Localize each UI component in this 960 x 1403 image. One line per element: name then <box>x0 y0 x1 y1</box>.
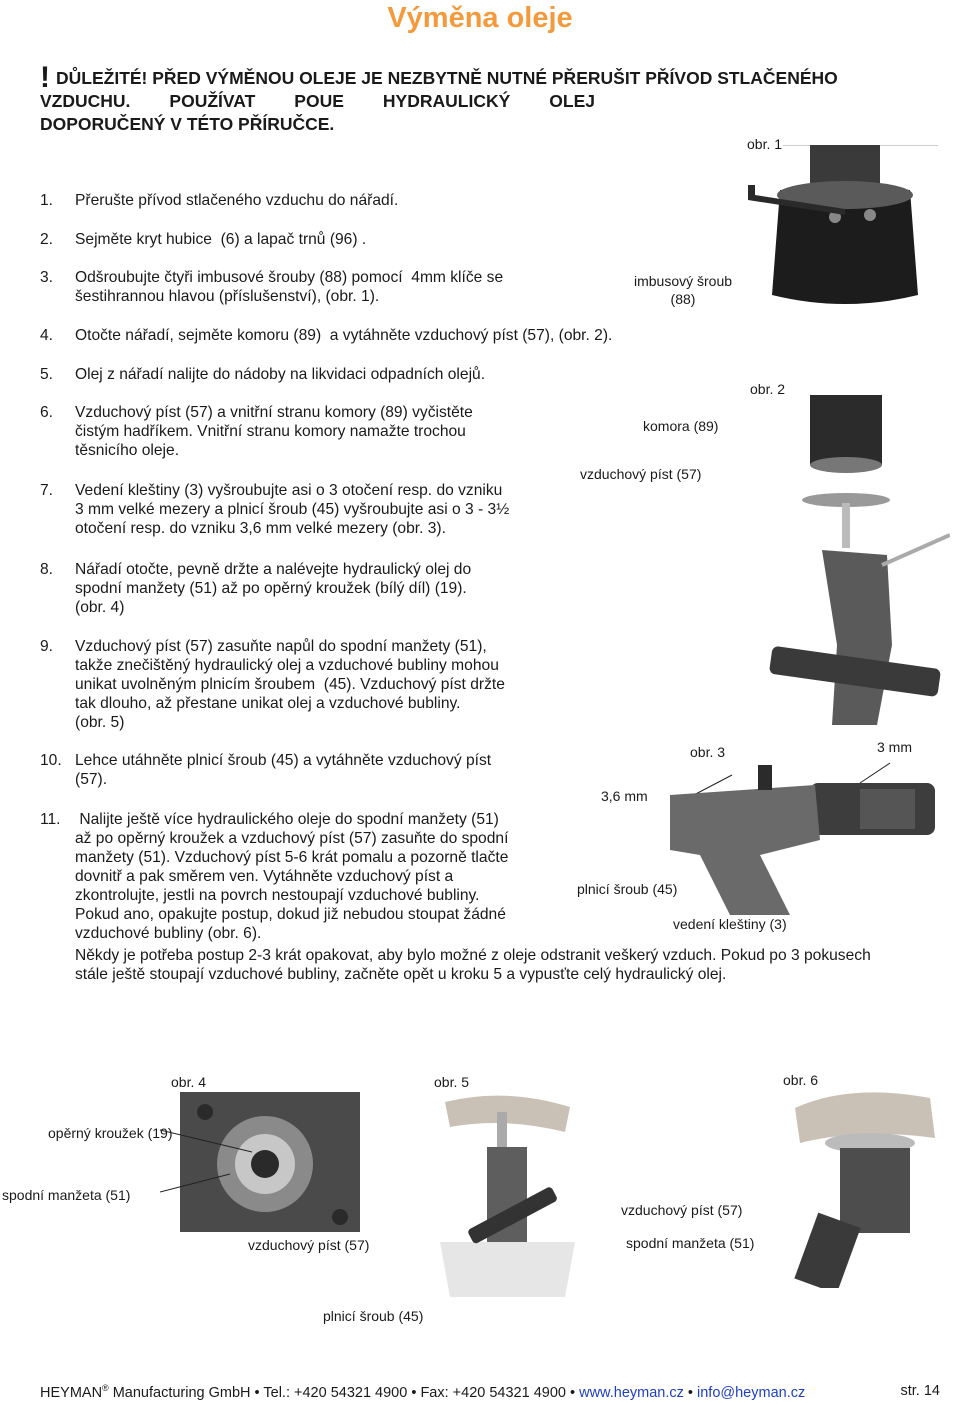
fig5-caption: obr. 5 <box>434 1074 470 1090</box>
footer-email-link[interactable]: info@heyman.cz <box>697 1385 806 1401</box>
step-line: Pokud ano, opakujte postup, dokud již nebudou stoupat žádné <box>75 906 506 923</box>
page-title: Výměna oleje <box>387 2 573 34</box>
step-text <box>75 326 775 345</box>
step-line: Vzduchový píst (57) zasuňte napůl do spodní manžety (51), <box>75 638 487 655</box>
step-line: (obr. 5) <box>75 714 125 731</box>
fig3-collet-guide <box>860 789 915 829</box>
fig4-label-ring: opěrný kroužek (19) <box>48 1125 173 1141</box>
step-line: 3 mm velké mezery a plnicí šroub (45) vyšroubujte asi o 3 - 3½ <box>75 501 510 518</box>
fig3-label-screw: plnicí šroub (45) <box>577 881 678 897</box>
fig5-hand <box>445 1096 570 1132</box>
fig2-air-hose <box>882 535 950 565</box>
warning-block <box>40 61 945 136</box>
fig3-gap-3mm: 3 mm <box>877 739 912 755</box>
step-line: Přerušte přívod stlačeného vzduchu do nářadí. <box>75 192 399 209</box>
fig1-photo <box>740 145 940 310</box>
warning-mark: ! <box>40 61 50 94</box>
fig5-label-screw: plnicí šroub (45) <box>323 1308 424 1324</box>
fig6-tool-body <box>840 1148 910 1233</box>
fig6-photo <box>790 1088 940 1288</box>
step-line: šestihrannou hlavou (příslušenství), (obr. 1). <box>75 288 380 305</box>
step-number: 6. <box>40 404 54 421</box>
step-number: 3. <box>40 269 54 286</box>
fig3-fill-screw <box>758 765 772 790</box>
warning-line-1: ! DŮLEŽITÉ! PŘED VÝMĚNOU OLEJE JE NEZBYTNĚ NUTNÉ PŘERUŠIT PŘÍVOD STLAČENÉHO <box>40 61 838 94</box>
fig2-photo <box>762 395 950 725</box>
fig2-piston-rod <box>842 503 850 548</box>
footer-company: HEYMAN <box>40 1385 103 1401</box>
step-number: 7. <box>40 482 54 499</box>
footer <box>40 1383 940 1401</box>
fig6-caption: obr. 6 <box>783 1072 819 1088</box>
fig3-caption: obr. 3 <box>690 744 726 760</box>
fig5-photo <box>425 1092 585 1297</box>
step-number: 1. <box>40 192 54 209</box>
final-note-line-1: Někdy je potřeba postup 2-3 krát opakovat, aby bylo možné z oleje odstranit veškerý vzduch. Pokud po 3 pokusech <box>75 947 871 964</box>
warning-line-2: VZDUCHU. POUŽÍVAT POUE HYDRAULICKÝ OLEJ <box>40 91 595 111</box>
step-line: Vzduchový píst (57) a vnitřní stranu komory (89) vyčistěte <box>75 404 473 421</box>
step-text <box>75 560 595 617</box>
step-line: čistým hadříkem. Vnitřní stranu komory namažte trochou <box>75 423 466 440</box>
step-line: tak dlouho, až přestane unikat olej a vzduchové bubliny. <box>75 695 461 712</box>
warning-line-3: DOPORUČENÝ V TÉTO PŘÍRUČCE. <box>40 114 335 134</box>
step-line: Olej z nářadí nalijte do nádoby na likvidaci odpadních olejů. <box>75 366 486 383</box>
step-text <box>75 230 635 249</box>
fig5-label-piston: vzduchový píst (57) <box>248 1237 370 1253</box>
fig4-bore <box>251 1150 279 1178</box>
fig2-caption: obr. 2 <box>750 381 786 397</box>
step-text <box>75 403 595 460</box>
step-line: Sejměte kryt hubice (6) a lapač trnů (96) . <box>75 231 367 248</box>
final-note <box>75 946 945 984</box>
fig4-label-cuff: spodní manžeta (51) <box>2 1187 131 1203</box>
step-line: Otočte nářadí, sejměte komoru (89) a vytáhněte vzduchový píst (57), (obr. 2). <box>75 327 613 344</box>
fig6-label-piston: vzduchový píst (57) <box>621 1202 743 1218</box>
step-line: až po opěrný kroužek a vzduchový píst (57) zasuňte do spodní <box>75 830 509 847</box>
step-line: (57). <box>75 771 108 788</box>
step-text <box>75 810 595 943</box>
step-line: Odšroubujte čtyři imbusové šrouby (88) pomocí 4mm klíče se <box>75 269 504 286</box>
fig5-container <box>440 1242 575 1297</box>
final-note-line-2: stále ještě stoupají vzduchové bubliny, začněte opět u kroku 5 a vypusťte celý hydraulický olej. <box>75 966 727 983</box>
step-line: (obr. 4) <box>75 599 125 616</box>
step-line: manžety (51). Vzduchový píst 5-6 krát pomalu a pozorně tlačte <box>75 849 509 866</box>
step-line: Vedení kleštiny (3) vyšroubujte asi o 3 otočení resp. do vzniku <box>75 482 503 499</box>
step-line: vzduchové bubliny (obr. 6). <box>75 925 262 942</box>
step-number: 4. <box>40 327 54 344</box>
step-number: 8. <box>40 561 54 578</box>
step-number: 11. <box>40 811 61 828</box>
step-line: takže znečištěný hydraulický olej a vzduchové bubliny mohou <box>75 657 499 674</box>
step-text <box>75 191 635 210</box>
step-text <box>75 481 595 538</box>
footer-contact: Manufacturing GmbH • Tel.: +420 54321 4900 • Fax: +420 54321 4900 • <box>108 1385 580 1401</box>
footer-sep: • <box>683 1385 698 1401</box>
step-number: 9. <box>40 638 54 655</box>
fig4-bolt-icon <box>332 1209 348 1225</box>
step-number: 5. <box>40 366 54 383</box>
page-number: str. 14 <box>900 1383 940 1399</box>
fig2-tool-body <box>822 550 892 725</box>
step-text <box>75 637 595 732</box>
step-line: zkontrolujte, jestli na povrch nestoupají vzduchové bubliny. <box>75 887 480 904</box>
fig4-caption: obr. 4 <box>171 1074 207 1090</box>
fig5-piston-rod <box>497 1112 507 1152</box>
step-line: těsnicího oleje. <box>75 442 180 459</box>
step-line: otočení resp. do vzniku 3,6 mm velké mezery (obr. 3). <box>75 520 446 537</box>
fig4-photo <box>160 1092 360 1237</box>
fig1-caption: obr. 1 <box>747 136 783 152</box>
footer-web-link[interactable]: www.heyman.cz <box>579 1385 684 1401</box>
footer-reg: ® <box>102 1383 109 1393</box>
fig3-pointer <box>860 763 890 783</box>
fig3-label-guide: vedení kleštiny (3) <box>673 916 787 932</box>
fig6-label-cuff: spodní manžeta (51) <box>626 1235 755 1251</box>
step-line: Lehce utáhněte plnicí šroub (45) a vytáhněte vzduchový píst <box>75 752 492 769</box>
fig2-label-piston: vzduchový píst (57) <box>580 466 702 482</box>
step-text <box>75 751 595 789</box>
step-number: 2. <box>40 231 54 248</box>
fig3-gap-36mm: 3,6 mm <box>601 788 648 804</box>
fig3-tool-body <box>670 785 820 915</box>
step-text <box>75 365 635 384</box>
fig2-chamber-bottom <box>810 457 882 473</box>
fig1-label-screw: imbusový šroub (88) <box>633 273 733 307</box>
step-line: dovnitř a pak směrem ven. Vytáhněte vzduchový píst a <box>75 868 454 885</box>
fig4-bolt-icon <box>197 1104 213 1120</box>
fig3-photo <box>670 755 950 915</box>
step-text <box>75 268 635 306</box>
fig2-label-chamber: komora (89) <box>643 418 719 434</box>
fig1-screw-icon <box>864 209 876 221</box>
fig2-chamber <box>810 395 882 465</box>
step-line: unikat uvolněným plnicím šroubem (45). Vzduchový píst držte <box>75 676 505 693</box>
step-line: Nářadí otočte, pevně držte a nalévejte hydraulický olej do <box>75 561 472 578</box>
step-line: Nalijte ještě více hydraulického oleje do spodní manžety (51) <box>75 811 499 828</box>
step-line: spodní manžety (51) až po opěrný kroužek (bílý díl) (19). <box>75 580 467 597</box>
step-number: 10. <box>40 752 62 769</box>
